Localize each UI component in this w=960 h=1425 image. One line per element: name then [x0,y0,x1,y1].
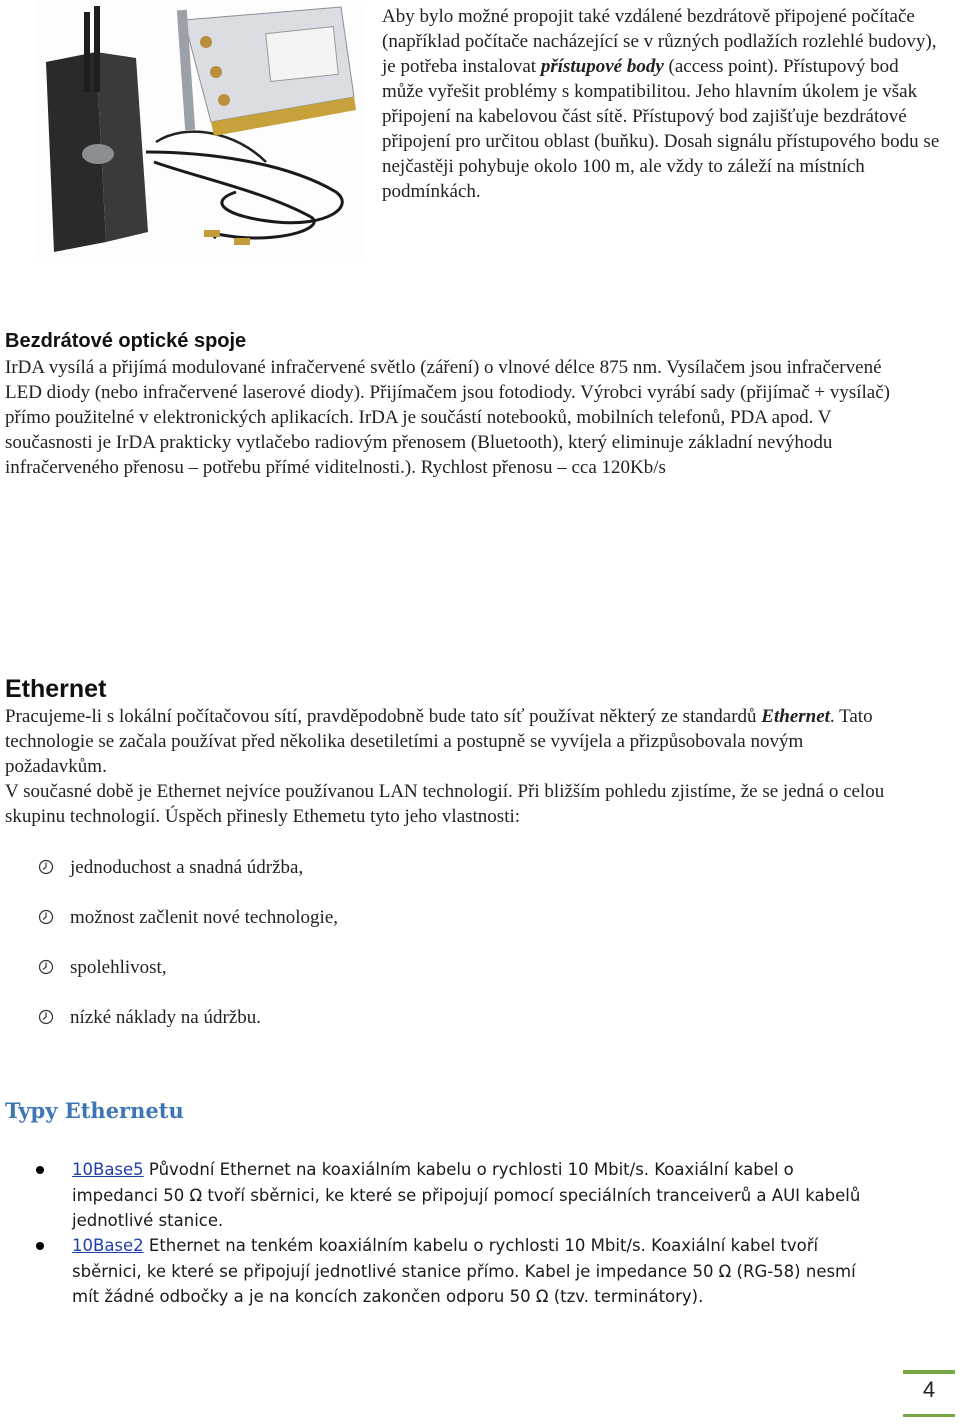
page-number: 4 [922,1377,936,1402]
page-number-bottom-rule [903,1414,955,1417]
ethernet-p1-start: Pracujeme-li s lokální počítačovou sítí, pravděpodobně bude tato síť používat některý ze standardů [5,706,762,727]
wireless-card-photo [36,2,363,258]
ethernet-paragraph-2: V současné době je Ethernet nejvíce používanou LAN technologií. Při bližším pohledu zjistíme, že se jedná o celou skupinu technologií. Úspěch přinesly Ethemetu tyto jeho vlastnosti: [5,781,885,827]
wireless-card-illustration [36,2,363,258]
link-10base2[interactable]: 10Base2 [72,1236,144,1255]
irda-heading: Bezdrátové optické spoje [5,330,247,352]
clock-icon [38,959,54,975]
irda-paragraph: IrDA vysílá a přijímá modulované infračervené světlo (záření) o vlnové délce 875 nm. Vysílačem jsou infračervené LED diody (nebo infračervené laserové diody). Přijímačem jsou fotodiody. Výrobci vyrábí sady (přijímač + vysílač) přímo použitelné v elektronických aplikacích. IrDA je součástí notebooků, mobilních telefonů, PDA apod. V současnosti je IrDA prakticky vytlačebo radiovým přenosem (Bluetooth), který eliminuje základní nevýhodu infračerveného přenosu – potřebu přímé viditelnosti.). Rychlost přenosu – cca 120Kb/s [5,357,890,478]
feature-item: spolehlivost, [70,957,167,978]
ethernet-types-heading: Typy Ethernetu [5,1098,184,1123]
intro-text-start: Aby bylo možné propojit také vzdálené bezdrátově připojené počítače (například počítače nacházející se v různých podlažích rozlehlé budovy), je potřeba instalovat [382,6,937,77]
feature-item: jednoduchost a snadná údržba, [70,857,304,878]
type-description: Původní Ethernet na koaxiálním kabelu o rychlosti 10 Mbit/s. Koaxiální kabel o impedanci 50 Ω tvoří sběrnici, ke které se připojují pomocí speciálních tranceiverů a AUI kabelů jednotlivé stanice. [72,1160,861,1230]
intro-paragraph [382,4,942,204]
intro-text-end: (access point). Přístupový bod může vyřešit problémy s kompatibilitou. Jeho hlavním úkolem je však připojení na kabelovou část sítě. Přístupový bod zajišťuje bezdrátové připojení pro určitou oblast (buňku). Dosah signálu přístupového bodu se nejčastěji pohybuje okolo 100 m, ale vždy to záleží na místních podmínkách. [382,56,940,202]
clock-icon [38,1009,54,1025]
access-point-term: přístupové body [540,56,664,77]
ethernet-paragraph-1 [5,704,905,779]
ethernet-p1-end: . Tato technologie se začala používat před několika desetiletími a postupně se vyvíjela a přizpůsobovala novým požadavkům. [5,706,873,777]
type-item-10base2 [72,1233,872,1310]
type-description: Ethernet na tenkém koaxiálním kabelu o rychlosti 10 Mbit/s. Koaxiální kabel tvoří sběrnici, ke které se připojují jednotlivé stanice přímo. Kabel je impedance 50 Ω (RG-58) nesmí mít žádné odbočky a je na koncích zakončen odporu 50 Ω (tzv. terminátory). [72,1236,856,1306]
feature-item: nízké náklady na údržbu. [70,1007,261,1028]
clock-icon [38,909,54,925]
bullet-icon [36,1166,44,1174]
ethernet-heading: Ethernet [5,675,107,703]
bullet-icon [36,1242,44,1250]
link-10base5[interactable]: 10Base5 [72,1160,144,1179]
type-item-10base5 [72,1157,872,1234]
page-number-top-rule [903,1370,955,1374]
clock-icon [38,859,54,875]
feature-item: možnost začlenit nové technologie, [70,907,339,928]
ethernet-term: Ethernet [761,706,830,727]
